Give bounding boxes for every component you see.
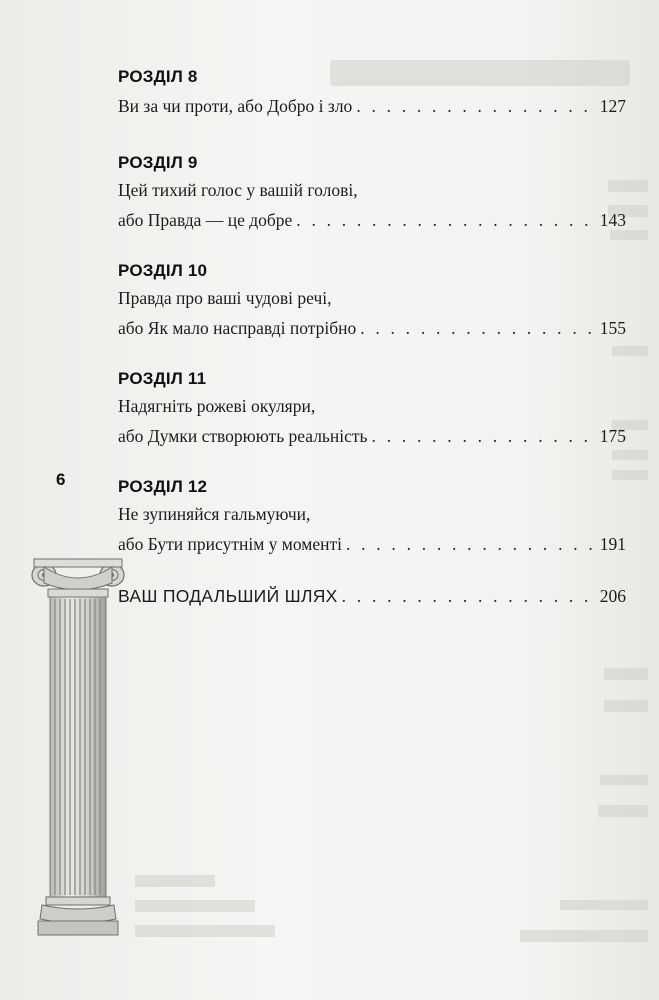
toc-leader-line	[118, 94, 626, 118]
toc-leader-line	[118, 584, 626, 608]
toc-leader-line	[118, 316, 626, 340]
chapter-label: РОЗДІЛ 9	[118, 153, 198, 172]
chapter-page-number: 191	[599, 534, 626, 554]
dot-leader	[356, 94, 595, 118]
toc-entry-final	[118, 578, 626, 608]
chapter-page-number: 155	[599, 318, 626, 338]
dot-leader	[342, 584, 596, 608]
chapter-subtitle: або Як мало насправді потрібно	[118, 318, 357, 338]
toc-entry-chapter-11	[118, 368, 626, 448]
chapter-label: РОЗДІЛ 11	[118, 369, 207, 388]
final-section-page-number: 206	[599, 586, 626, 606]
page-number: 6	[56, 470, 66, 489]
toc-entry-chapter-9	[118, 152, 626, 232]
ionic-column-illustration	[30, 555, 126, 940]
chapter-label: РОЗДІЛ 10	[118, 261, 208, 280]
chapter-page-number: 127	[599, 96, 626, 116]
chapter-title: Ви за чи проти, або Добро і зло	[118, 96, 353, 116]
dot-leader	[296, 208, 595, 232]
final-section-title: ВАШ ПОДАЛЬШИЙ ШЛЯХ	[118, 586, 338, 606]
toc-entry-chapter-8	[118, 66, 626, 118]
chapter-subtitle: або Правда — це добре	[118, 210, 293, 230]
chapter-subtitle: або Думки створюють реальність	[118, 426, 368, 446]
toc-leader-line	[118, 532, 626, 556]
dot-leader	[346, 532, 596, 556]
chapter-subtitle: або Бути присутнім у моменті	[118, 534, 342, 554]
chapter-title-line: Надягніть рожеві окуляри,	[118, 396, 316, 416]
chapter-title-line: Цей тихий голос у вашій голові,	[118, 180, 358, 200]
toc-leader-line	[118, 424, 626, 448]
chapter-title-line: Не зупиняйся гальмуючи,	[118, 504, 311, 524]
toc-entry-chapter-12	[118, 476, 626, 556]
chapter-title-line: Правда про ваші чудові речі,	[118, 288, 332, 308]
toc-entry-chapter-10	[118, 260, 626, 340]
dot-leader	[372, 424, 596, 448]
chapter-label: РОЗДІЛ 8	[118, 67, 198, 86]
dot-leader	[360, 316, 596, 340]
toc-leader-line	[118, 208, 626, 232]
chapter-page-number: 175	[599, 426, 626, 446]
chapter-label: РОЗДІЛ 12	[118, 477, 208, 496]
chapter-page-number: 143	[599, 210, 626, 230]
